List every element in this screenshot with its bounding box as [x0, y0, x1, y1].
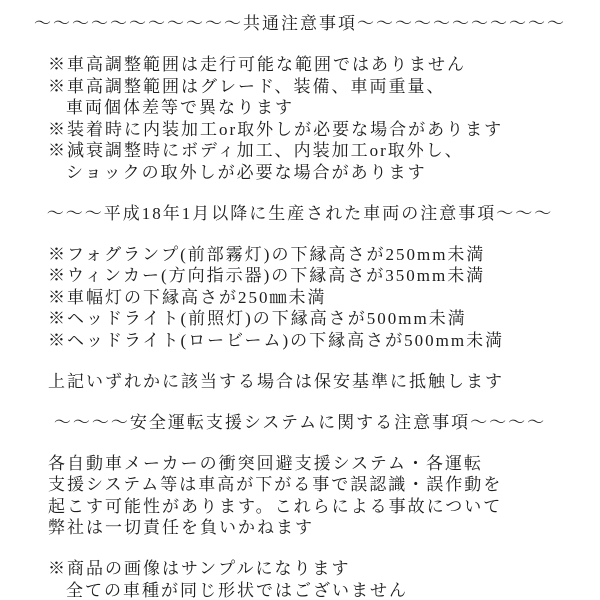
safety-note-line: 弊社は一切責任を負いかねます: [48, 518, 314, 537]
lamp-note-line: ※ヘッドライト(ロービーム)の下縁高さが500mm未満: [48, 330, 505, 350]
common-note-line: ※装着時に内装加工or取外しが必要な場合があります: [48, 119, 504, 139]
blank-line: [0, 433, 600, 453]
heading-safety-systems: ～～～～安全運転支援システムに関する注意事項～～～～: [53, 412, 547, 432]
blank-line: [0, 539, 600, 559]
heading-heisei18-vehicles: ～～～平成18年1月以降に生産された車両の注意事項～～～: [46, 203, 554, 223]
heading-common-notes: ～～～～～～～～～～～共通注意事項～～～～～～～～～～～: [34, 14, 566, 33]
blank-line: [0, 183, 600, 203]
sample-image-note-line: ※商品の画像はサンプルになります: [48, 559, 351, 578]
lamp-note-line: ※ヘッドライト(前照灯)の下縁高さが500mm未満: [48, 309, 467, 328]
common-note-line-continuation: 車両個体差等で異なります: [66, 98, 294, 117]
compliance-note: 上記いずれかに該当する場合は保安基準に抵触します: [48, 371, 504, 391]
blank-line: [0, 351, 600, 371]
lamp-note-line: ※フォグランプ(前部霧灯)の下縁高さが250mm未満: [48, 244, 486, 264]
safety-note-line: 支援システム等は車高が下がる事で誤認識・誤作動を: [48, 475, 503, 494]
lamp-note-line: ※ウィンカー(方向指示器)の下縁高さが350mm未満: [48, 266, 486, 285]
blank-line: [0, 35, 600, 55]
common-note-line-continuation: ショックの取外しが必要な場合があります: [66, 162, 427, 182]
blank-line: [0, 224, 600, 244]
safety-note-line: 起こす可能性があります。これらによる事故について: [48, 496, 503, 516]
blank-line: [0, 392, 600, 412]
common-note-line: ※車高調整範囲はグレード、装備、車両重量、: [48, 76, 446, 96]
lamp-note-line: ※車幅灯の下縁高さが250㎜未満: [48, 287, 327, 307]
common-note-line: ※車高調整範囲は走行可能な範囲ではありません: [48, 55, 466, 74]
safety-note-line: 各自動車メーカーの衝突回避支援システム・各運転: [48, 453, 483, 473]
common-note-line: ※減衰調整時にボディ加工、内装加工or取外し、: [48, 141, 464, 160]
sample-image-note-line-continuation: 全ての車種が同じ形状ではございません: [66, 580, 408, 600]
